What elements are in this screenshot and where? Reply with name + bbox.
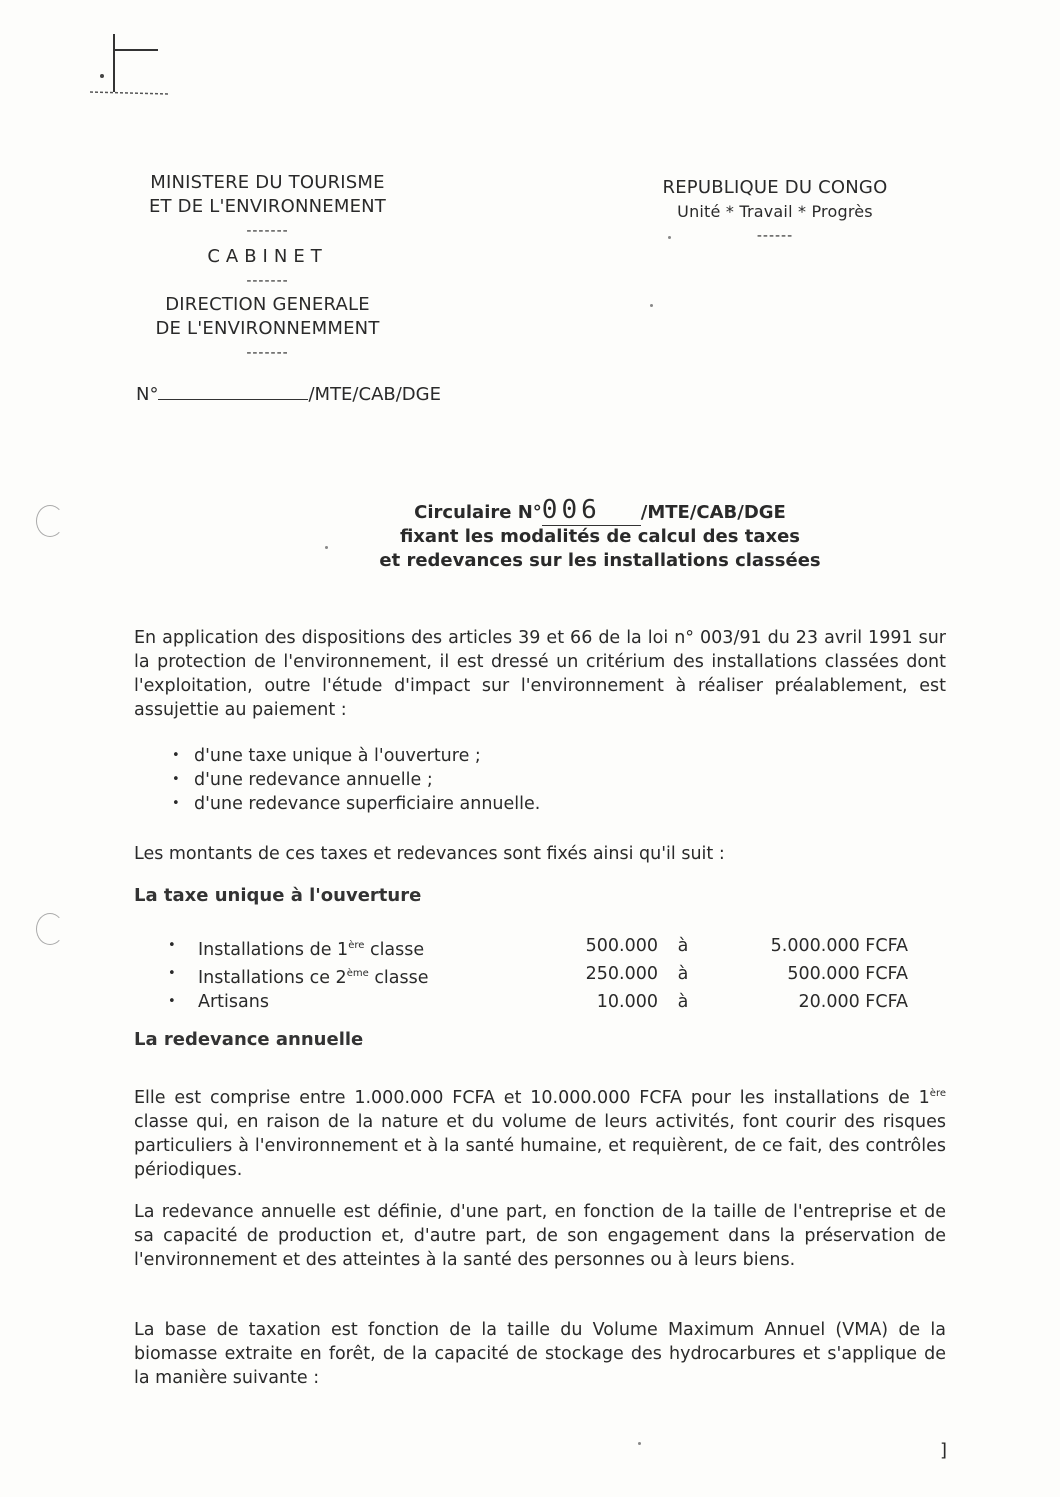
list-item: • d'une redevance annuelle ; bbox=[172, 768, 772, 792]
scan-speck bbox=[650, 304, 653, 307]
circular-title bbox=[330, 495, 870, 573]
ministry-line-2: ET DE L'ENVIRONNEMENT bbox=[148, 196, 387, 217]
intro-paragraph: En application des dispositions des articles 39 et 66 de la loi n° 003/91 du 23 avril 1991 sur la protection de l'environnement, il est dressé un critérium des installations classées dont l'exploitation, outre l'étude d'impact sur l'environnement à réaliser préalablement, est assujettie au paiement : bbox=[134, 628, 946, 720]
circular-label: Circulaire N° bbox=[414, 502, 542, 523]
tax-row: • Installations de 1ère classe 500.000 à 5.000.000 FCFA bbox=[168, 936, 908, 960]
reference-blank bbox=[158, 385, 308, 400]
separator: ------ bbox=[756, 228, 794, 244]
page-mark: ] bbox=[940, 1440, 948, 1461]
scan-speck bbox=[668, 236, 671, 239]
tax-table bbox=[168, 934, 908, 1014]
punch-hole bbox=[36, 913, 64, 945]
intro-list bbox=[172, 744, 772, 816]
national-motto: Unité * Travail * Progrès bbox=[677, 202, 873, 221]
redevance-paragraph-3: La base de taxation est fonction de la taille du Volume Maximum Annuel (VMA) de la biomasse extraite en forêt, de la capacité de stockage des hydrocarbures et s'applique de la manière suivante : bbox=[134, 1320, 946, 1388]
circular-number-line bbox=[330, 495, 870, 525]
section-heading: La taxe unique à l'ouverture bbox=[134, 885, 422, 906]
amounts-intro: Les montants de ces taxes et redevances sont fixés ainsi qu'il suit : bbox=[134, 844, 725, 864]
reference-prefix: N° bbox=[136, 384, 159, 405]
separator: ------- bbox=[246, 273, 289, 289]
title-line-2: fixant les modalités de calcul des taxes bbox=[399, 526, 801, 547]
reference-number bbox=[136, 384, 441, 405]
direction-line-2: DE L'ENVIRONNEMMENT bbox=[155, 318, 380, 339]
cabinet-label: CABINET bbox=[207, 246, 328, 267]
punch-hole bbox=[36, 505, 64, 537]
tax-to: 20.000 FCFA bbox=[798, 991, 908, 1012]
tax-to: 500.000 FCFA bbox=[787, 963, 908, 984]
separator: ------- bbox=[246, 223, 289, 239]
tax-row: • Installations ce 2ème classe 250.000 à 500.000 FCFA bbox=[168, 963, 908, 988]
list-item: • d'une taxe unique à l'ouverture ; bbox=[172, 744, 772, 768]
redevance-paragraph-2: La redevance annuelle est définie, d'une part, en fonction de la taille de l'entreprise et de sa capacité de production et, d'autre part, de son engagement dans la préservation de l'environnement et des atteintes à la santé des personnes ou à leurs biens. bbox=[134, 1202, 946, 1270]
tax-from: 250.000 bbox=[585, 963, 658, 984]
tax-label: Installations de 1ère classe bbox=[198, 939, 425, 960]
separator: ------- bbox=[246, 345, 289, 361]
tax-to: 5.000.000 FCFA bbox=[770, 936, 908, 956]
country-name: REPUBLIQUE DU CONGO bbox=[662, 177, 888, 198]
scan-speck bbox=[638, 1442, 641, 1445]
list-item: • d'une redevance superficiaire annuelle. bbox=[172, 792, 772, 816]
ministry-line-1: MINISTERE DU TOURISME bbox=[150, 172, 385, 193]
tax-from: 500.000 bbox=[585, 936, 658, 956]
redevance-paragraph-1: Elle est comprise entre 1.000.000 FCFA et 10.000.000 FCFA pour les installations de 1ère classe qui, en raison de la nature et du volume de leurs activités, font courir des risques particuliers à l'environnement et à la santé humaine, et requièrent, de ce fait, des contrôles périodiques. bbox=[134, 1087, 946, 1180]
tax-row: • Artisans 10.000 à 20.000 FCFA bbox=[168, 991, 908, 1012]
direction-line-1: DIRECTION GENERALE bbox=[165, 294, 370, 315]
tax-label: Artisans bbox=[198, 991, 269, 1012]
ministry-header bbox=[130, 171, 405, 365]
republic-header bbox=[640, 176, 910, 248]
section-heading: La redevance annuelle bbox=[134, 1029, 364, 1050]
stamp-mark bbox=[88, 32, 178, 98]
reference-suffix: /MTE/CAB/DGE bbox=[308, 384, 441, 405]
tax-from: 10.000 bbox=[596, 991, 658, 1012]
tax-label: Installations ce 2ème classe bbox=[198, 967, 429, 988]
circular-code: /MTE/CAB/DGE bbox=[640, 502, 786, 523]
scan-speck bbox=[325, 546, 328, 549]
circular-number: 006 bbox=[542, 495, 641, 526]
title-line-3: et redevances sur les installations classées bbox=[379, 550, 821, 571]
